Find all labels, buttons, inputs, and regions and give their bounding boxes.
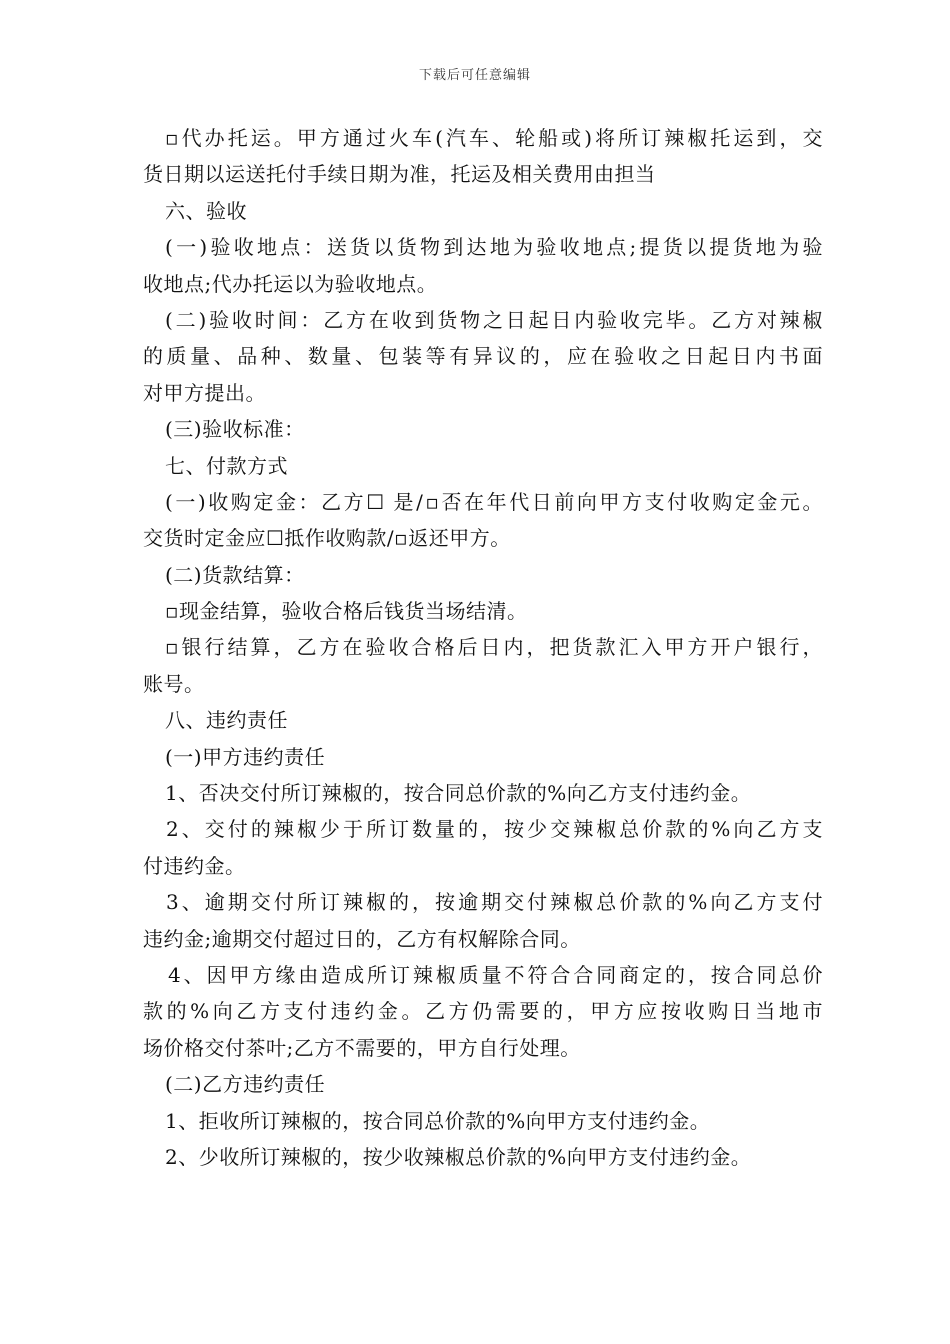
paragraph-line: 对甲方提出。 — [143, 380, 266, 405]
section-heading: 八、违约责任 — [165, 708, 288, 733]
paragraph-line: 1、否决交付所订辣椒的，按合同总价款的%向乙方支付违约金。 — [165, 781, 752, 806]
paragraph-line: 收地点;代办托运以为验收地点。 — [143, 271, 438, 296]
paragraph-line: 2、交付的辣椒少于所订数量的，按少交辣椒总价款的%向乙方支 — [166, 817, 823, 842]
paragraph-line: 付违约金。 — [143, 853, 246, 878]
section-heading: 六、验收 — [165, 198, 247, 223]
paragraph-line: 账号。 — [143, 671, 205, 696]
paragraph-line: 3、逾期交付所订辣椒的，按逾期交付辣椒总价款的%向乙方支付 — [166, 890, 823, 915]
paragraph-line: ▫银行结算，乙方在验收合格后日内，把货款汇入甲方开户银行， — [165, 635, 823, 660]
paragraph-line: (二)货款结算： — [165, 562, 305, 587]
paragraph-line: (一)验收地点：送货以货物到达地为验收地点;提货以提货地为验 — [165, 235, 823, 260]
paragraph-line: 2、少收所订辣椒的，按少收辣椒总价款的%向甲方支付违约金。 — [165, 1144, 752, 1169]
paragraph-line: (三)验收标准： — [165, 417, 305, 442]
paragraph-line: ▫现金结算，验收合格后钱货当场结清。 — [165, 599, 528, 624]
paragraph-line: 4、因甲方缘由造成所订辣椒质量不符合合同商定的，按合同总价 — [168, 962, 823, 987]
paragraph-line: 交货时定金应☐抵作收购款/▫返还甲方。 — [143, 526, 511, 551]
paragraph-line: 的质量、品种、数量、包装等有异议的，应在验收之日起日内书面 — [143, 344, 823, 369]
paragraph-line: 场价格交付茶叶;乙方不需要的，甲方自行处理。 — [143, 1035, 581, 1060]
paragraph-line: ▫代办托运。甲方通过火车(汽车、轮船或)将所订辣椒托运到，交 — [165, 126, 823, 150]
document-body — [143, 120, 823, 1175]
paragraph-line: 款的%向乙方支付违约金。乙方仍需要的，甲方应按收购日当地市 — [143, 999, 823, 1024]
subsection-heading: (二)乙方违约责任 — [165, 1072, 326, 1097]
page-header: 下载后可任意编辑 — [418, 68, 531, 83]
subsection-heading: (一)甲方违约责任 — [165, 744, 326, 769]
paragraph-line: 1、拒收所订辣椒的，按合同总价款的%向甲方支付违约金。 — [165, 1108, 711, 1133]
paragraph-line: 货日期以运送托付手续日期为准，托运及相关费用由担当 — [143, 162, 656, 187]
section-heading: 七、付款方式 — [165, 453, 288, 478]
paragraph-line: (一)收购定金：乙方☐ 是/▫否在年代日前向甲方支付收购定金元。 — [165, 489, 823, 514]
paragraph-line: (二)验收时间：乙方在收到货物之日起日内验收完毕。乙方对辣椒 — [165, 307, 823, 332]
paragraph-line: 违约金;逾期交付超过日的，乙方有权解除合同。 — [143, 926, 581, 951]
